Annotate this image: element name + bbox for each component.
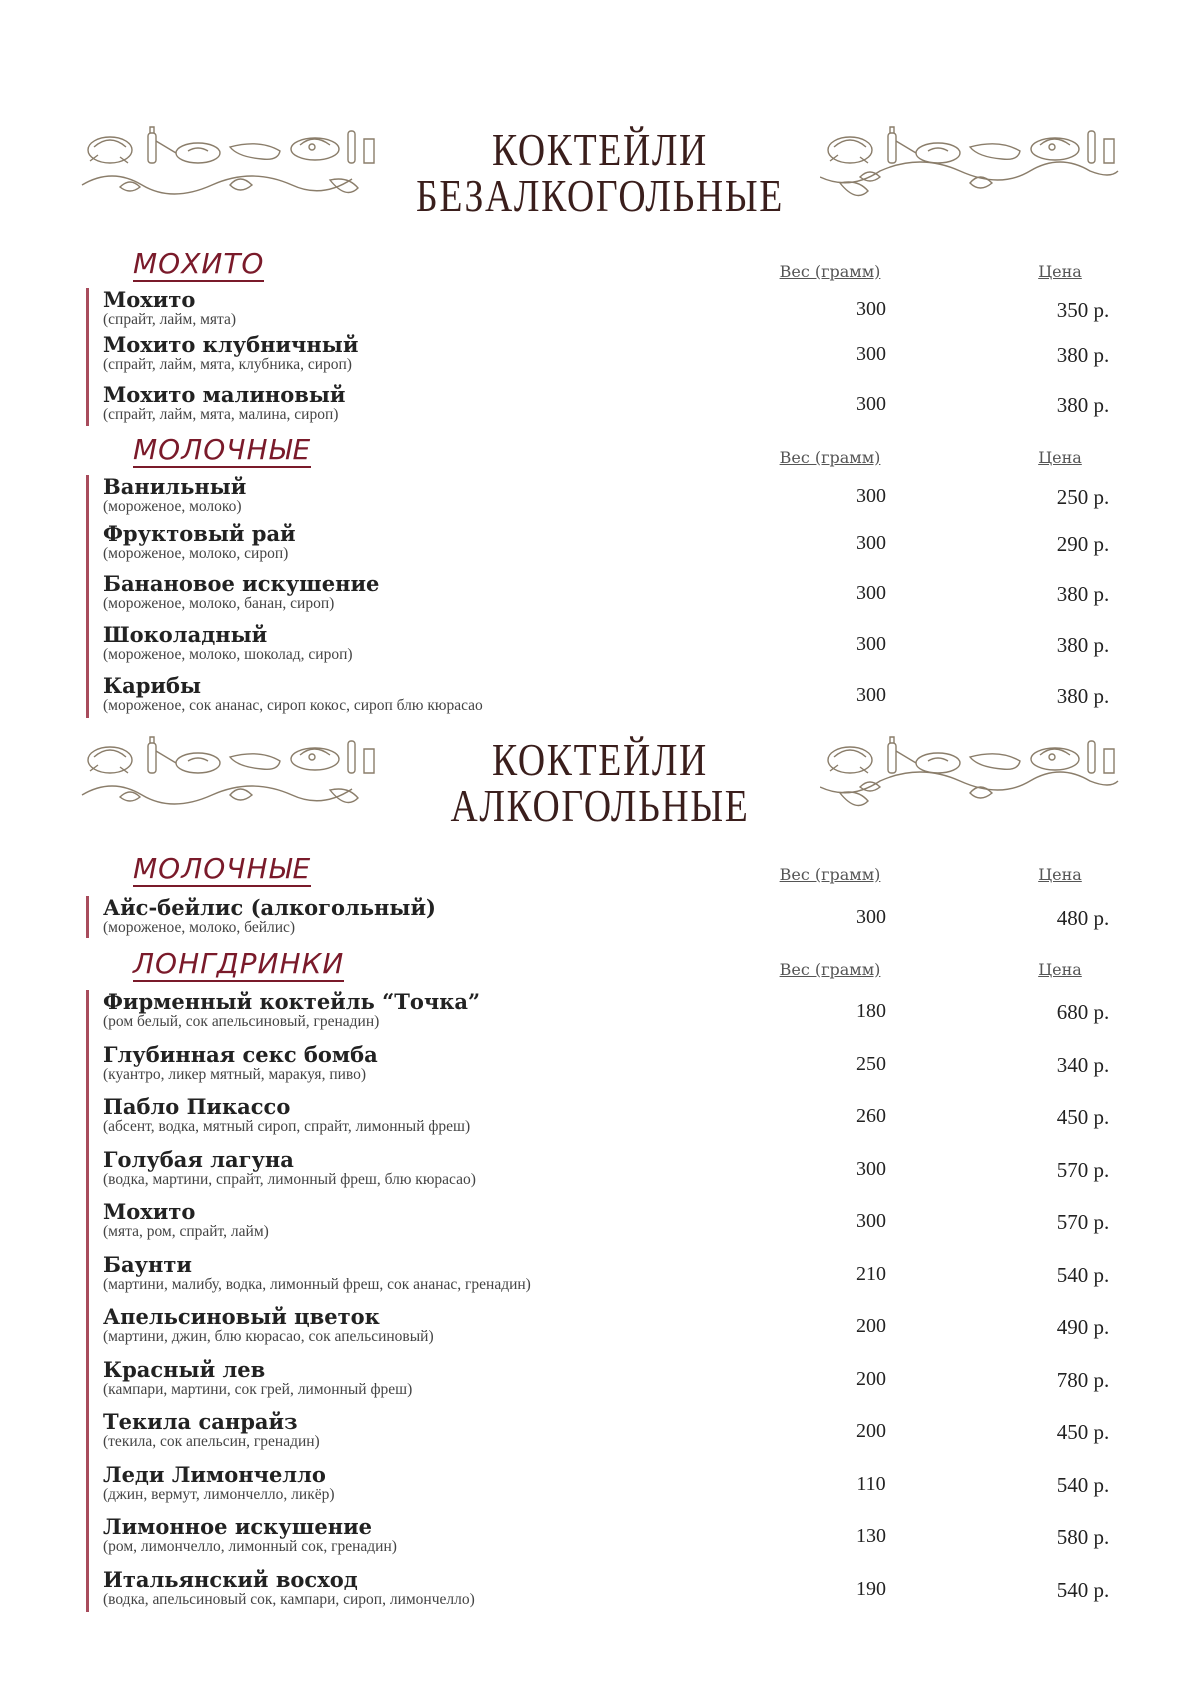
menu-item xyxy=(103,990,1123,1043)
weight-column-header: Вес (грамм) xyxy=(779,960,881,979)
item-price: 540 р. xyxy=(1056,1262,1110,1287)
category-title-mojito: МОХИТО xyxy=(133,247,265,280)
menu-item xyxy=(103,522,1123,572)
item-name: Голубая лагуна xyxy=(103,1146,294,1172)
section-title-line2: БЕЗАЛКОГОЛЬНЫЕ xyxy=(416,170,784,221)
item-weight: 300 xyxy=(856,633,886,655)
item-price: 380 р. xyxy=(1056,633,1110,657)
price-column-header: Цена xyxy=(1038,960,1082,979)
item-desc: (джин, вермут, лимончелло, ликёр) xyxy=(103,1485,335,1503)
item-price: 580 р. xyxy=(1056,1525,1110,1549)
weight-column-header: Вес (грамм) xyxy=(779,262,881,281)
menu-item xyxy=(103,1515,1123,1568)
item-desc: (куантро, ликер мятный, маракуя, пиво) xyxy=(103,1065,367,1083)
item-weight: 300 xyxy=(856,1210,886,1232)
item-name: Шоколадный xyxy=(103,622,268,647)
item-name: Леди Лимончелло xyxy=(103,1461,326,1487)
item-weight: 300 xyxy=(856,485,886,507)
item-desc: (водка, апельсиновый сок, кампари, сироп, лимончелло) xyxy=(103,1590,475,1608)
item-name: Ванильный xyxy=(103,474,247,499)
item-desc: (спрайт, лайм, мята, малина, сироп) xyxy=(103,406,339,423)
food-ornament-right-icon xyxy=(820,125,1120,215)
item-price: 380 р. xyxy=(1056,684,1110,708)
item-price: 380 р. xyxy=(1056,343,1110,367)
weight-column-header: Вес (грамм) xyxy=(779,865,881,884)
menu-item xyxy=(103,1568,1123,1612)
item-name: Мохито малиновый xyxy=(103,382,346,407)
menu-item xyxy=(103,1358,1123,1411)
item-price: 540 р. xyxy=(1056,1577,1110,1602)
menu-item xyxy=(103,1095,1123,1148)
item-price: 780 р. xyxy=(1056,1367,1110,1392)
category-title-milk-alc: МОЛОЧНЫЕ xyxy=(133,852,312,885)
item-weight: 180 xyxy=(856,1000,886,1022)
item-desc: (текила, сок апельсин, гренадин) xyxy=(103,1433,320,1450)
weight-column-header: Вес (грамм) xyxy=(779,448,881,467)
item-price: 480 р. xyxy=(1056,906,1110,930)
item-weight: 210 xyxy=(856,1262,886,1285)
section-title-line1: КОКТЕЙЛИ xyxy=(492,734,708,785)
item-name: Карибы xyxy=(103,673,202,698)
menu-item xyxy=(103,674,1123,718)
section-title-line2: АЛКОГОЛЬНЫЕ xyxy=(450,780,750,831)
item-desc: (мороженое, молоко, сироп) xyxy=(103,545,289,562)
menu-item xyxy=(103,1148,1123,1201)
item-weight: 300 xyxy=(856,298,886,320)
item-group-milk xyxy=(86,475,1123,718)
category-title-milk: МОЛОЧНЫЕ xyxy=(133,433,312,466)
item-price: 350 р. xyxy=(1056,298,1110,322)
item-desc: (мороженое, молоко, шоколад, сироп) xyxy=(103,646,353,663)
item-weight: 300 xyxy=(856,393,886,415)
item-weight: 260 xyxy=(856,1105,886,1127)
item-price: 450 р. xyxy=(1056,1105,1110,1129)
item-weight: 200 xyxy=(856,1420,886,1442)
item-name: Итальянский восход xyxy=(103,1566,358,1592)
item-name: Текила санрайз xyxy=(103,1409,298,1434)
menu-item xyxy=(103,1305,1123,1358)
item-price: 680 р. xyxy=(1056,1000,1110,1024)
item-group-longdrinks xyxy=(86,990,1123,1612)
item-name: Мохито xyxy=(103,287,196,312)
item-price: 380 р. xyxy=(1056,393,1110,417)
item-desc: (мартини, малибу, водка, лимонный фреш, сок ананас, гренадин) xyxy=(103,1275,531,1293)
item-desc: (мартини, джин, блю кюрасао, сок апельсиновый) xyxy=(103,1328,434,1345)
item-desc: (мороженое, молоко, бейлис) xyxy=(103,919,296,936)
item-name: Лимонное искушение xyxy=(103,1514,373,1539)
item-weight: 190 xyxy=(856,1577,886,1600)
menu-item xyxy=(103,1253,1123,1306)
item-name: Красный лев xyxy=(103,1356,266,1382)
price-column-header: Цена xyxy=(1038,865,1082,884)
item-desc: (мята, ром, спрайт, лайм) xyxy=(103,1223,269,1240)
menu-item xyxy=(103,896,1123,938)
menu-item xyxy=(103,1410,1123,1463)
menu-item xyxy=(103,333,1123,383)
item-weight: 130 xyxy=(856,1525,886,1547)
menu-item xyxy=(103,1463,1123,1516)
item-desc: (мороженое, молоко, банан, сироп) xyxy=(103,595,335,612)
item-weight: 300 xyxy=(856,343,886,365)
item-weight: 200 xyxy=(856,1367,886,1390)
menu-item xyxy=(103,475,1123,522)
section-banner-alcoholic xyxy=(80,735,1120,835)
item-desc: (спрайт, лайм, мята, клубника, сироп) xyxy=(103,356,352,373)
menu-item xyxy=(103,288,1123,333)
item-name: Пабло Пикассо xyxy=(103,1094,291,1119)
item-name: Мохито клубничный xyxy=(103,332,359,357)
item-weight: 300 xyxy=(856,532,886,554)
menu-item xyxy=(103,623,1123,674)
item-price: 250 р. xyxy=(1056,485,1110,509)
item-name: Глубинная секс бомба xyxy=(103,1041,378,1067)
item-name: Баунти xyxy=(103,1251,192,1277)
item-desc: (ром, лимончелло, лимонный сок, гренадин) xyxy=(103,1538,397,1555)
category-title-longdrinks: ЛОНГДРИНКИ xyxy=(133,947,345,980)
item-desc: (абсент, водка, мятный сироп, спрайт, лимонный фреш) xyxy=(103,1118,471,1135)
item-price: 380 р. xyxy=(1056,582,1110,606)
item-price: 450 р. xyxy=(1056,1420,1110,1444)
item-weight: 300 xyxy=(856,582,886,604)
item-price: 540 р. xyxy=(1056,1472,1110,1497)
item-name: Апельсиновый цветок xyxy=(103,1304,380,1329)
food-ornament-right-icon xyxy=(820,735,1120,825)
item-name: Фирменный коктейль “Точка” xyxy=(103,989,481,1014)
menu-item xyxy=(103,1200,1123,1253)
item-weight: 200 xyxy=(856,1315,886,1337)
item-price: 490 р. xyxy=(1056,1315,1110,1339)
menu-item xyxy=(103,1043,1123,1096)
item-weight: 110 xyxy=(856,1472,886,1495)
price-column-header: Цена xyxy=(1038,262,1082,281)
menu-item xyxy=(103,383,1123,426)
menu-item xyxy=(103,572,1123,623)
price-column-header: Цена xyxy=(1038,448,1082,467)
item-price: 290 р. xyxy=(1056,532,1110,556)
item-group-milk-alc xyxy=(86,896,1123,938)
item-name: Мохито xyxy=(103,1199,196,1224)
item-price: 570 р. xyxy=(1056,1210,1110,1234)
item-desc: (ром белый, сок апельсиновый, гренадин) xyxy=(103,1013,380,1030)
item-weight: 250 xyxy=(856,1052,886,1075)
item-name: Банановое искушение xyxy=(103,571,380,596)
item-desc: (кампари, мартини, сок грей, лимонный фреш) xyxy=(103,1380,413,1398)
item-group-mojito xyxy=(86,288,1123,426)
item-weight: 300 xyxy=(856,1157,886,1180)
item-name: Фруктовый рай xyxy=(103,521,296,546)
item-name: Айс-бейлис (алкогольный) xyxy=(103,895,436,920)
item-price: 570 р. xyxy=(1056,1157,1110,1182)
section-banner-nonalcoholic xyxy=(80,125,1120,225)
item-desc: (спрайт, лайм, мята) xyxy=(103,311,237,328)
item-price: 340 р. xyxy=(1056,1052,1110,1077)
item-weight: 300 xyxy=(856,906,886,928)
item-desc: (мороженое, сок ананас, сироп кокос, сироп блю кюрасао xyxy=(103,697,483,714)
item-weight: 300 xyxy=(856,684,886,706)
item-desc: (водка, мартини, спрайт, лимонный фреш, блю кюрасао) xyxy=(103,1170,476,1188)
section-title-line1: КОКТЕЙЛИ xyxy=(492,124,708,175)
item-desc: (мороженое, молоко) xyxy=(103,498,242,515)
